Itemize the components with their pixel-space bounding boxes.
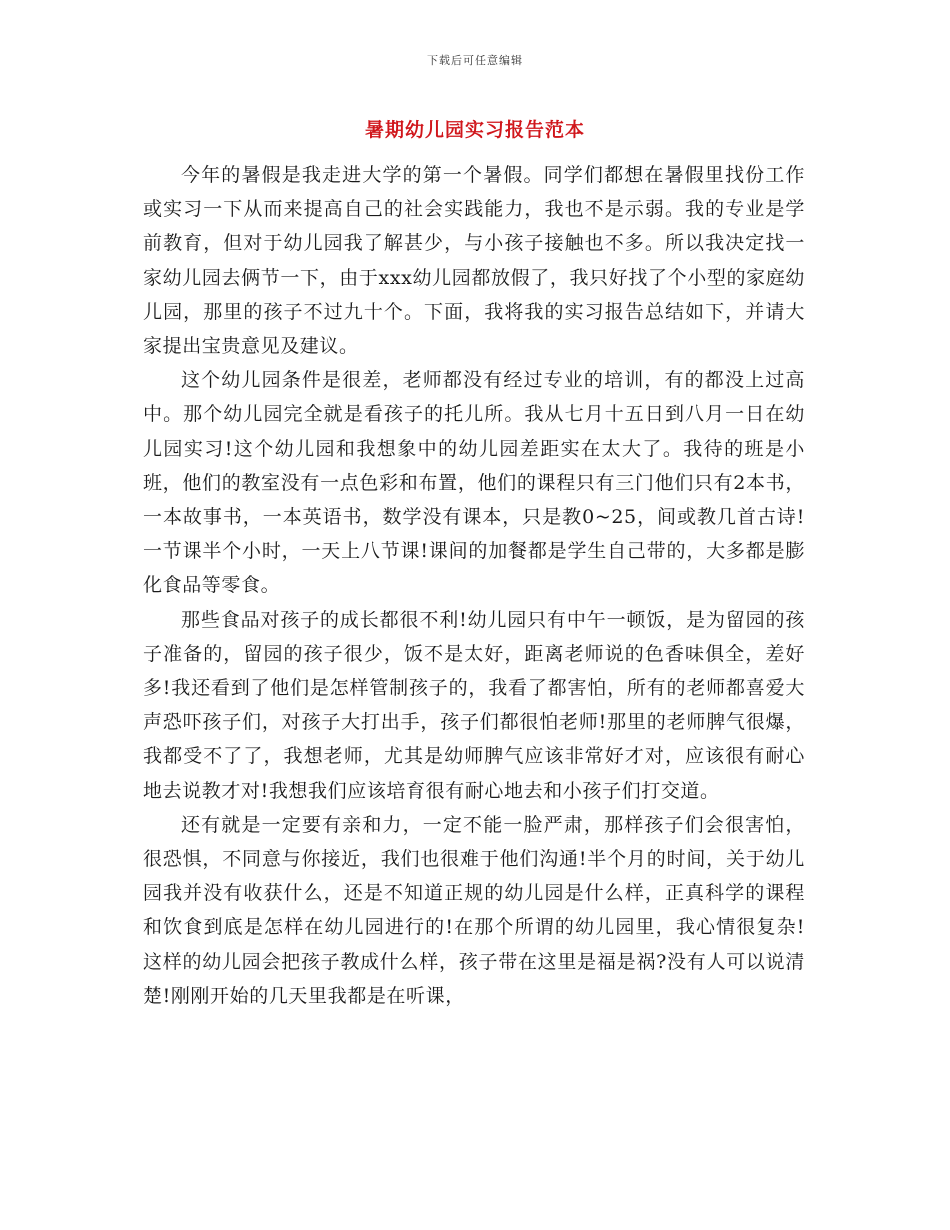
document-title: 暑期幼儿园实习报告范本: [364, 119, 585, 141]
paragraph-2: 这个幼儿园条件是很差，老师都没有经过专业的培训，有的都没上过高中。那个幼儿园完全就是看孩子的托儿所。我从七月十五日到八月一日在幼儿园实习!这个幼儿园和我想象中的幼儿园差距实在太大了。我待的班是小班，他们的教室没有一点色彩和布置，他们的课程只有三门他们只有2本书，一本故事书，一本英语书，数学没有课本，只是教0~25，间或教几首古诗!一节课半个小时，一天上八节课!课间的加餐都是学生自己带的，大多都是膨化食品等零食。: [143, 369, 805, 597]
paragraph-4: 还有就是一定要有亲和力，一定不能一脸严肃，那样孩子们会很害怕，很恐惧，不同意与你接近，我们也很难于他们沟通!半个月的时间，关于幼儿园我并没有收获什么，还是不知道正规的幼儿园是什么样，正真科学的课程和饮食到底是怎样在幼儿园进行的!在那个所谓的幼儿园里，我心情很复杂!这样的幼儿园会把孩子教成什么样，孩子带在这里是福是祸?没有人可以说清楚!刚刚开始的几天里我都是在听课，: [143, 813, 805, 1007]
page-header-note: 下载后可任意编辑: [427, 54, 523, 67]
paragraph-1: 今年的暑假是我走进大学的第一个暑假。同学们都想在暑假里找份工作或实习一下从而来提高自己的社会实践能力，我也不是示弱。我的专业是学前教育，但对于幼儿园我了解甚少，与小孩子接触也不多。所以我决定找一家幼儿园去俩节一下，由于xxx幼儿园都放假了，我只好找了个小型的家庭幼儿园，那里的孩子不过九十个。下面，我将我的实习报告总结如下，并请大家提出宝贵意见及建议。: [143, 164, 805, 358]
paragraph-3: 那些食品对孩子的成长都很不利!幼儿园只有中午一顿饭，是为留园的孩子准备的，留园的孩子很少，饭不是太好，距离老师说的色香味俱全，差好多!我还看到了他们是怎样管制孩子的，我看了都害怕，所有的老师都喜爱大声恐吓孩子们，对孩子大打出手，孩子们都很怕老师!那里的老师脾气很爆，我都受不了了，我想老师，尤其是幼师脾气应该非常好才对，应该很有耐心地去说教才对!我想我们应该培育很有耐心地去和小孩子们打交道。: [143, 608, 805, 802]
document-body: [143, 158, 805, 1013]
